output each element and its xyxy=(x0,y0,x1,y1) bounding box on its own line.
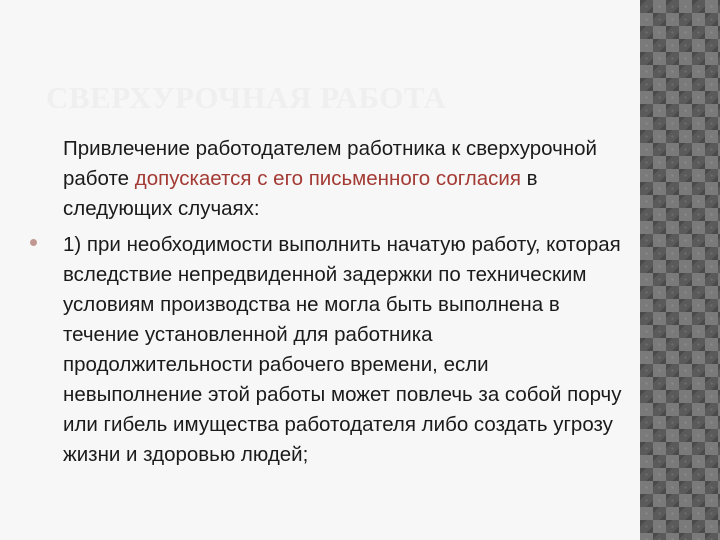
intro-text-after: в следующих случаях: xyxy=(63,167,538,220)
slide-title: СВЕРХУРОЧНАЯ РАБОТА xyxy=(46,80,447,115)
intro-highlight: допускается с его письменного согласия xyxy=(134,167,521,190)
list-item: 1) при необходимости выполнить начатую работу, которая вследствие непредвиденной задержки по техническим условиям производства не могла быть выполнена в течение установленной для работника продолжительности рабочего времени, если невыполнение этой работы может повлечь за собой порчу или гибель имущества работодателя либо создать угрозу жизни и здоровью людей; xyxy=(63,233,622,466)
intro-paragraph xyxy=(63,134,623,224)
bullet-icon xyxy=(30,239,37,246)
intro-text-before: Привлечение работодателем работника к сверхурочной работе xyxy=(63,137,597,190)
decorative-side-pattern xyxy=(640,0,720,540)
